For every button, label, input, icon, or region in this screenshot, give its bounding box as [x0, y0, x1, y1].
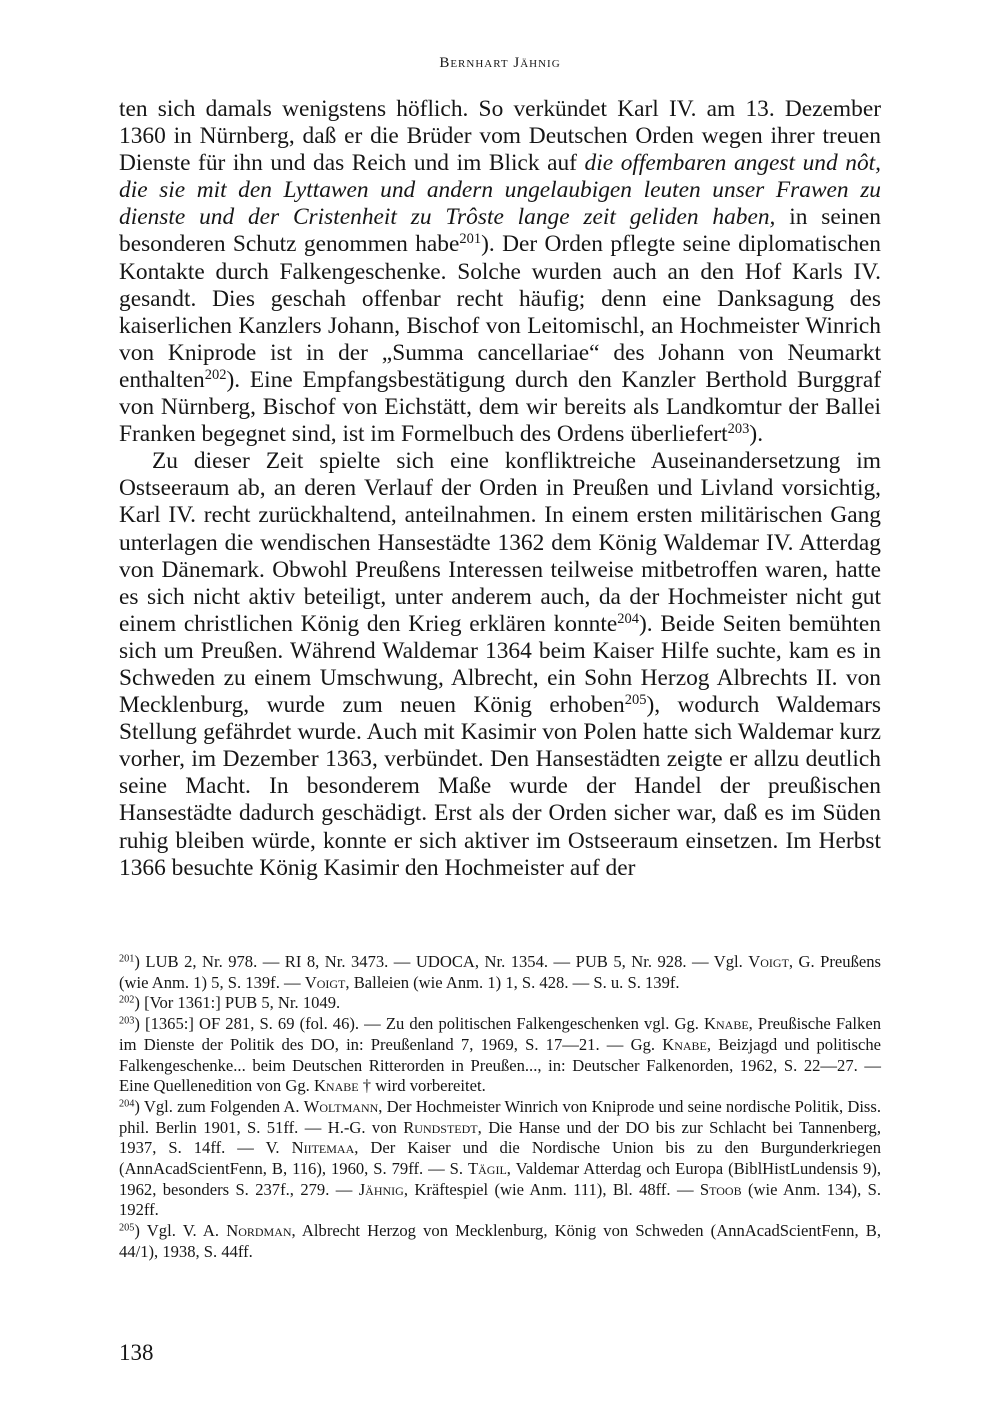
footnote-text: † wird vorbereitet. — [358, 1076, 486, 1096]
footnote-text: , Die Hanse und der DO bis zur Schlacht bei Tannenberg, 1937, S. 14ff. — V. — [119, 1117, 881, 1158]
paragraph — [119, 96, 881, 448]
main-text — [119, 96, 881, 882]
footnote-201 — [119, 952, 881, 993]
footnote-text: ) LUB 2, Nr. 978. — RI 8, Nr. 3473. — UDOCA, Nr. 1354. — PUB 5, Nr. 928. — Vgl. — [134, 952, 749, 971]
text-run: ), wodurch Waldemars Stellung gefährdet wurde. Auch mit Kasimir von Polen hatte sich Waldemar kurz vorher, im Dezember 1363, verbündet. Den Hansestädten zeigte er allzu deutlich seine Macht. In besonderem Maße wurde der Handel der preußischen Hansestädte dadurch geschädigt. Erst als der Orden sicher war, daß es im Süden ruhig bleiben würde, konnte er sich aktiver im Ostseeraum einsetzen. Im Herbst 1366 besuchte König Kasimir den Hochmeister auf der — [119, 692, 881, 881]
author-name: Knabe — [662, 1034, 707, 1054]
footnote-ref: 202 — [204, 366, 227, 383]
footnote-ref: 201 — [459, 231, 482, 248]
author-name: Tägil — [468, 1159, 507, 1179]
footnote-text: ) Vgl. zum Folgenden A. — [134, 1096, 304, 1116]
text-run: ). Eine Empfangsbestätigung durch den Kanzler Berthold Burggraf von Nürnberg, Bischof von Eichstätt, dem wir bereits als Landkomtur der Ballei Franken begegnet sind, ist im Formelbuch des Ordens überliefert — [119, 366, 881, 448]
footnote-number: 204 — [119, 1098, 135, 1110]
text-run: Zu dieser Zeit spielte sich eine konfliktreiche Auseinandersetzung im Ostseeraum ab, an deren Verlauf der Orden in Preußen und Livland vorsichtig, Karl IV. recht zurückhaltend, anteilnahmen. In einem ersten militärischen Gang unterlagen die wendischen Hansestädte 1362 dem König Waldemar IV. Atterdag von Dänemark. Obwohl Preußens Interessen teilweise mitbetroffen waren, hatte es sich nicht aktiv beteiligt, unter anderem auch, da der Hochmeister nicht gut einem christlichen König den Krieg erklären konnte — [119, 448, 881, 637]
footnote-text: , Beizjagd und politische Falkengeschenke... beim Deutschen Ritterorden in Preußen..., in: Deutscher Falkenorden, 1962, S. 22—27. — Eine Quellenedition von Gg. — [119, 1034, 881, 1096]
author-name: Woltmann — [303, 1096, 379, 1116]
footnote-204 — [119, 1097, 881, 1221]
footnote-ref: 205 — [624, 692, 647, 709]
footnote-202 — [119, 993, 881, 1014]
footnote-text: , Albrecht Herzog von Mecklenburg, König von Schweden (AnnAcadScientFenn, B, 44/1), 1938, S. 44ff. — [119, 1221, 881, 1261]
footnote-205 — [119, 1221, 881, 1262]
footnote-text: , Balleien (wie Anm. 1) 1, S. 428. — S. u. S. 139f. — [345, 972, 680, 992]
footnote-number: 201 — [119, 953, 135, 965]
author-name: Voigt — [304, 972, 346, 992]
footnote-text: , Valdemar Atterdag och Europa (BiblHistLundensis 9), 1962, besonders S. 237f., 279. — — [119, 1159, 881, 1199]
author-name: Nordman — [226, 1221, 292, 1241]
footnote-text: , Der Hochmeister Winrich von Kniprode und seine nordische Politik, Diss. phil. Berlin 1901, S. 51ff. — H.-G. von — [119, 1096, 881, 1137]
footnote-text: ) [1365:] OF 281, S. 69 (fol. 46). — Zu den politischen Falkengeschenken vgl. Gg. — [134, 1014, 705, 1034]
footnote-ref: 203 — [727, 421, 750, 438]
author-name: Voigt — [748, 952, 789, 971]
footnote-text: (wie Anm. 134), S. 192ff. — [119, 1179, 881, 1220]
footnote-text: , Kräftespiel (wie Anm. 111), Bl. 48ff. — — [403, 1179, 700, 1199]
footnote-203 — [119, 1014, 881, 1097]
running-head: Bernhart Jähnig — [439, 55, 561, 71]
text-run: ten sich damals wenigstens höflich. So verkündet Karl IV. am 13. Dezember 1360 in Nürnberg, daß er die Brüder vom Deutschen Orden wegen ihrer treuen Dienste für ihn und das Reich und im Blick auf — [119, 96, 881, 177]
author-name: Niitemaa — [291, 1138, 355, 1158]
footnote-number: 205 — [119, 1222, 135, 1234]
footnote-text: , Preußische Falken im Dienste der Politik des DO, in: Preußenland 7, 1969, S. 17—21. — Gg. — [119, 1014, 881, 1054]
page-number: 138 — [119, 1340, 154, 1365]
text-run: ). — [749, 421, 764, 448]
author-name: Knabe — [313, 1076, 359, 1096]
footnote-text: ) Vgl. V. A. — [134, 1221, 227, 1241]
text-run: ). Der Orden pflegte seine diplomatischen Kontakte durch Falkengeschenke. Solche wurden auch an den Hof Karls IV. gesandt. Dies geschah offenbar recht häufig; denn eine Danksagung des kaiserlichen Kanzlers Johann, Bischof von Leitomischl, an Hochmeister Winrich von Kniprode ist in der „Summa cancellariae“ des Johann von Neumarkt enthalten — [119, 231, 881, 393]
author-name: Jähnig — [358, 1179, 404, 1199]
author-name: Knabe — [704, 1014, 749, 1034]
footnote-text: , Der Kaiser und die Nordische Union bis zu den Burgunderkriegen (AnnAcadScientFenn, B, 116), 1960, S. 79ff. — S. — [119, 1138, 881, 1179]
footnote-number: 202 — [119, 994, 135, 1006]
paragraph — [119, 448, 881, 882]
footnote-ref: 204 — [617, 610, 639, 627]
author-name: Stoob — [699, 1179, 742, 1199]
footnote-text: , G. Preußens (wie Anm. 1) 5, S. 139f. — — [119, 952, 881, 992]
footnotes — [119, 952, 881, 1263]
footnote-number: 203 — [119, 1015, 135, 1027]
quoted-source-text: die offembaren angest und nôt, die sie mit den Lyttawen und andern ungelaubigen leuten unser Frawen zu dienste und der Cristenheit zu Trôste lange zeit geliden haben, — [119, 150, 881, 231]
text-run: ). Beide Seiten bemühten sich um Preußen. Während Waldemar 1364 beim Kaiser Hilfe suchte, kam es in Schweden zu einem Umschwung, Albrecht, ein Sohn Herzog Albrechts II. von Mecklenburg, wurde zum neuen König erhoben — [119, 610, 881, 719]
text-run: in seinen besonderen Schutz genommen habe — [119, 204, 881, 258]
author-name: Rundstedt — [403, 1117, 478, 1137]
footnote-text: ) [Vor 1361:] PUB 5, Nr. 1049. — [134, 993, 341, 1013]
